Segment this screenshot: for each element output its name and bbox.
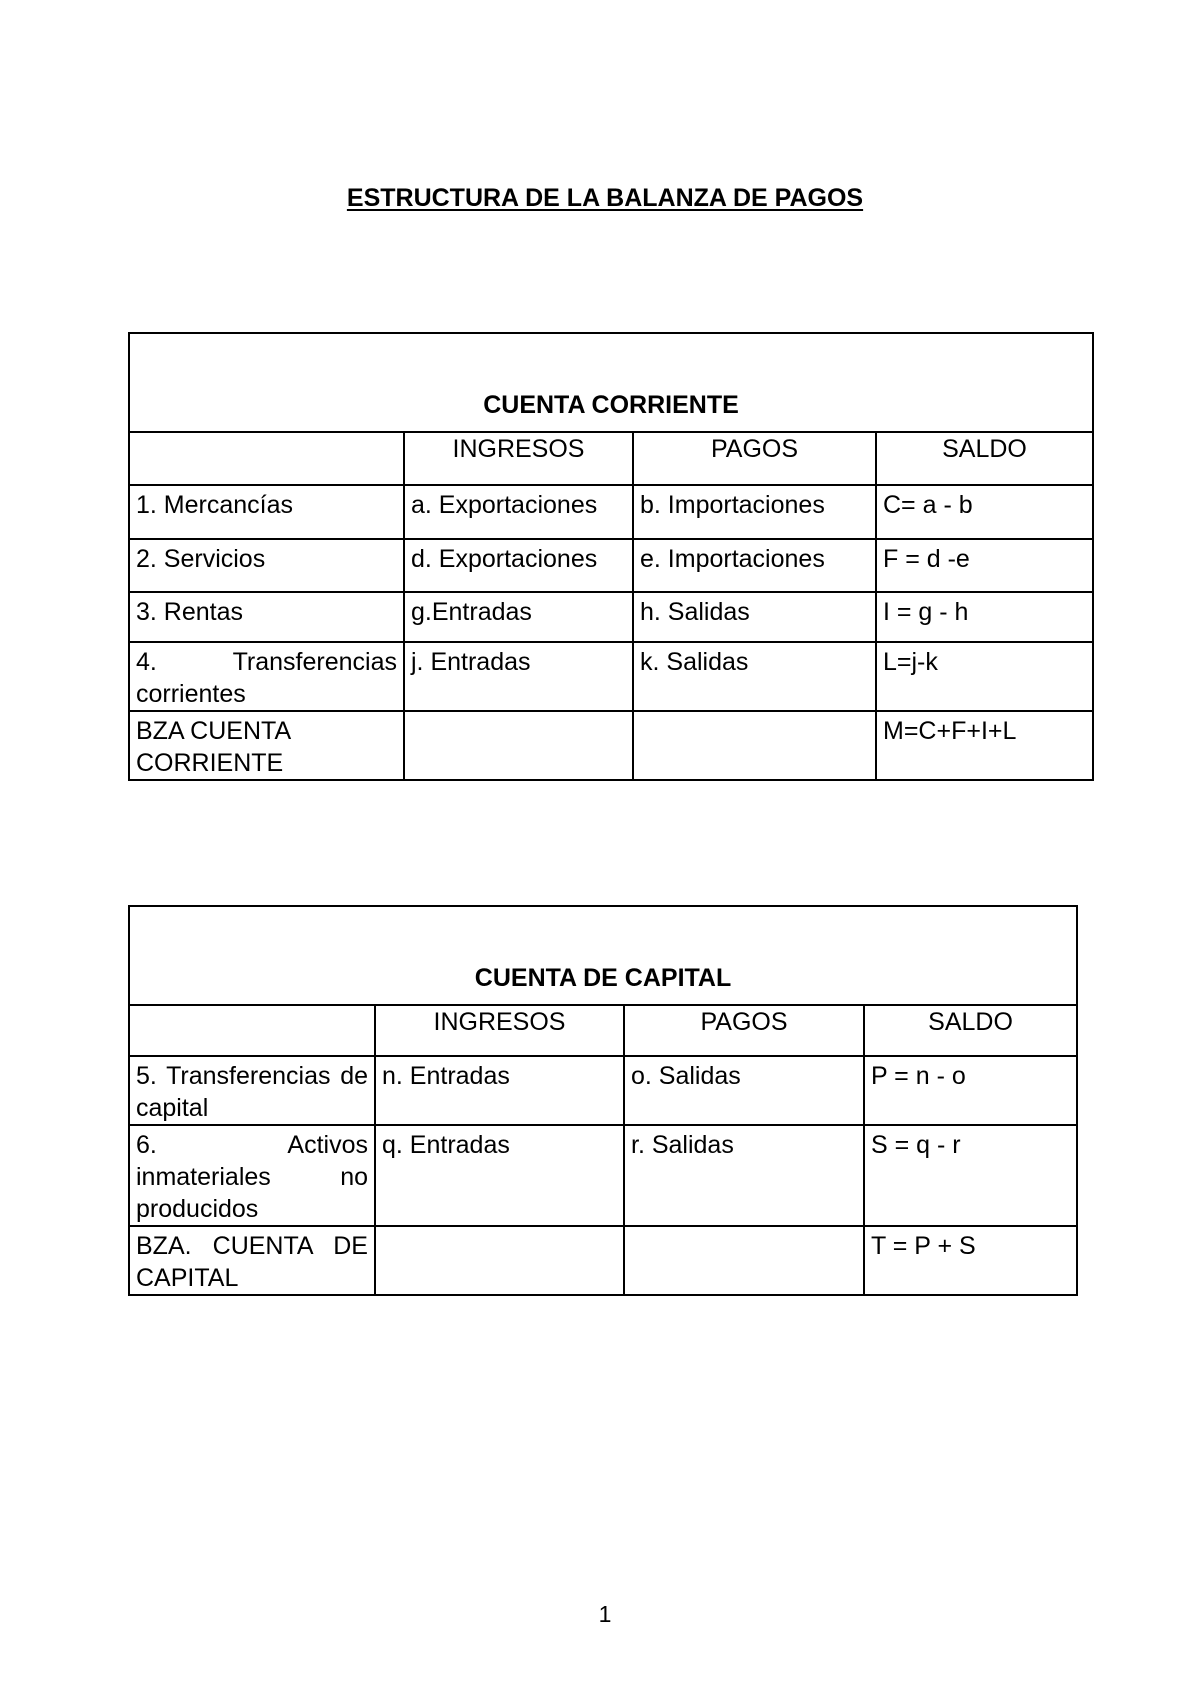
column-header-row xyxy=(129,432,1093,485)
row-saldo: L=j-k xyxy=(876,642,1093,711)
table-row xyxy=(129,485,1093,539)
table-row xyxy=(129,642,1093,711)
row-ingresos: q. Entradas xyxy=(375,1125,624,1226)
row-pagos: b. Importaciones xyxy=(633,485,876,539)
row-pagos: e. Importaciones xyxy=(633,539,876,592)
row-ingresos: d. Exportaciones xyxy=(404,539,633,592)
row-saldo: T = P + S xyxy=(864,1226,1077,1295)
row-concept: 5. Transferencias de capital xyxy=(129,1056,375,1125)
row-concept: 1. Mercancías xyxy=(129,485,404,539)
table-row xyxy=(129,592,1093,642)
table-row xyxy=(129,1125,1077,1226)
row-concept: BZA. CUENTA DE CAPITAL xyxy=(129,1226,375,1295)
row-saldo: I = g - h xyxy=(876,592,1093,642)
cuenta-capital-heading: CUENTA DE CAPITAL xyxy=(129,906,1077,1005)
row-pagos: k. Salidas xyxy=(633,642,876,711)
row-ingresos: j. Entradas xyxy=(404,642,633,711)
table-row xyxy=(129,539,1093,592)
table-header-row xyxy=(129,906,1077,1005)
column-header-pagos: PAGOS xyxy=(633,432,876,485)
row-concept: BZA CUENTA CORRIENTE xyxy=(129,711,404,780)
column-header-blank xyxy=(129,1005,375,1056)
row-concept: 4. Transferencias corrientes xyxy=(129,642,404,711)
column-header-blank xyxy=(129,432,404,485)
row-saldo: F = d -e xyxy=(876,539,1093,592)
column-header-row xyxy=(129,1005,1077,1056)
row-concept: 2. Servicios xyxy=(129,539,404,592)
table-header-row xyxy=(129,333,1093,432)
row-ingresos xyxy=(375,1226,624,1295)
row-pagos: h. Salidas xyxy=(633,592,876,642)
page-title: ESTRUCTURA DE LA BALANZA DE PAGOS xyxy=(346,184,864,212)
column-header-ingresos: INGRESOS xyxy=(404,432,633,485)
row-pagos xyxy=(633,711,876,780)
table-row-total xyxy=(129,711,1093,780)
row-ingresos: a. Exportaciones xyxy=(404,485,633,539)
row-saldo: S = q - r xyxy=(864,1125,1077,1226)
cuenta-corriente-table xyxy=(128,332,1094,781)
cuenta-capital-table xyxy=(128,905,1078,1296)
column-header-saldo: SALDO xyxy=(876,432,1093,485)
row-saldo: C= a - b xyxy=(876,485,1093,539)
row-saldo: P = n - o xyxy=(864,1056,1077,1125)
row-pagos xyxy=(624,1226,864,1295)
row-ingresos: g.Entradas xyxy=(404,592,633,642)
cuenta-corriente-heading: CUENTA CORRIENTE xyxy=(129,333,1093,432)
column-header-pagos: PAGOS xyxy=(624,1005,864,1056)
row-pagos: r. Salidas xyxy=(624,1125,864,1226)
row-concept: 3. Rentas xyxy=(129,592,404,642)
row-concept: 6. Activos inmateriales no producidos xyxy=(129,1125,375,1226)
row-ingresos: n. Entradas xyxy=(375,1056,624,1125)
row-ingresos xyxy=(404,711,633,780)
table-row-total xyxy=(129,1226,1077,1295)
table-row xyxy=(129,1056,1077,1125)
row-saldo: M=C+F+I+L xyxy=(876,711,1093,780)
page-number: 1 xyxy=(598,1601,612,1627)
column-header-ingresos: INGRESOS xyxy=(375,1005,624,1056)
row-pagos: o. Salidas xyxy=(624,1056,864,1125)
column-header-saldo: SALDO xyxy=(864,1005,1077,1056)
